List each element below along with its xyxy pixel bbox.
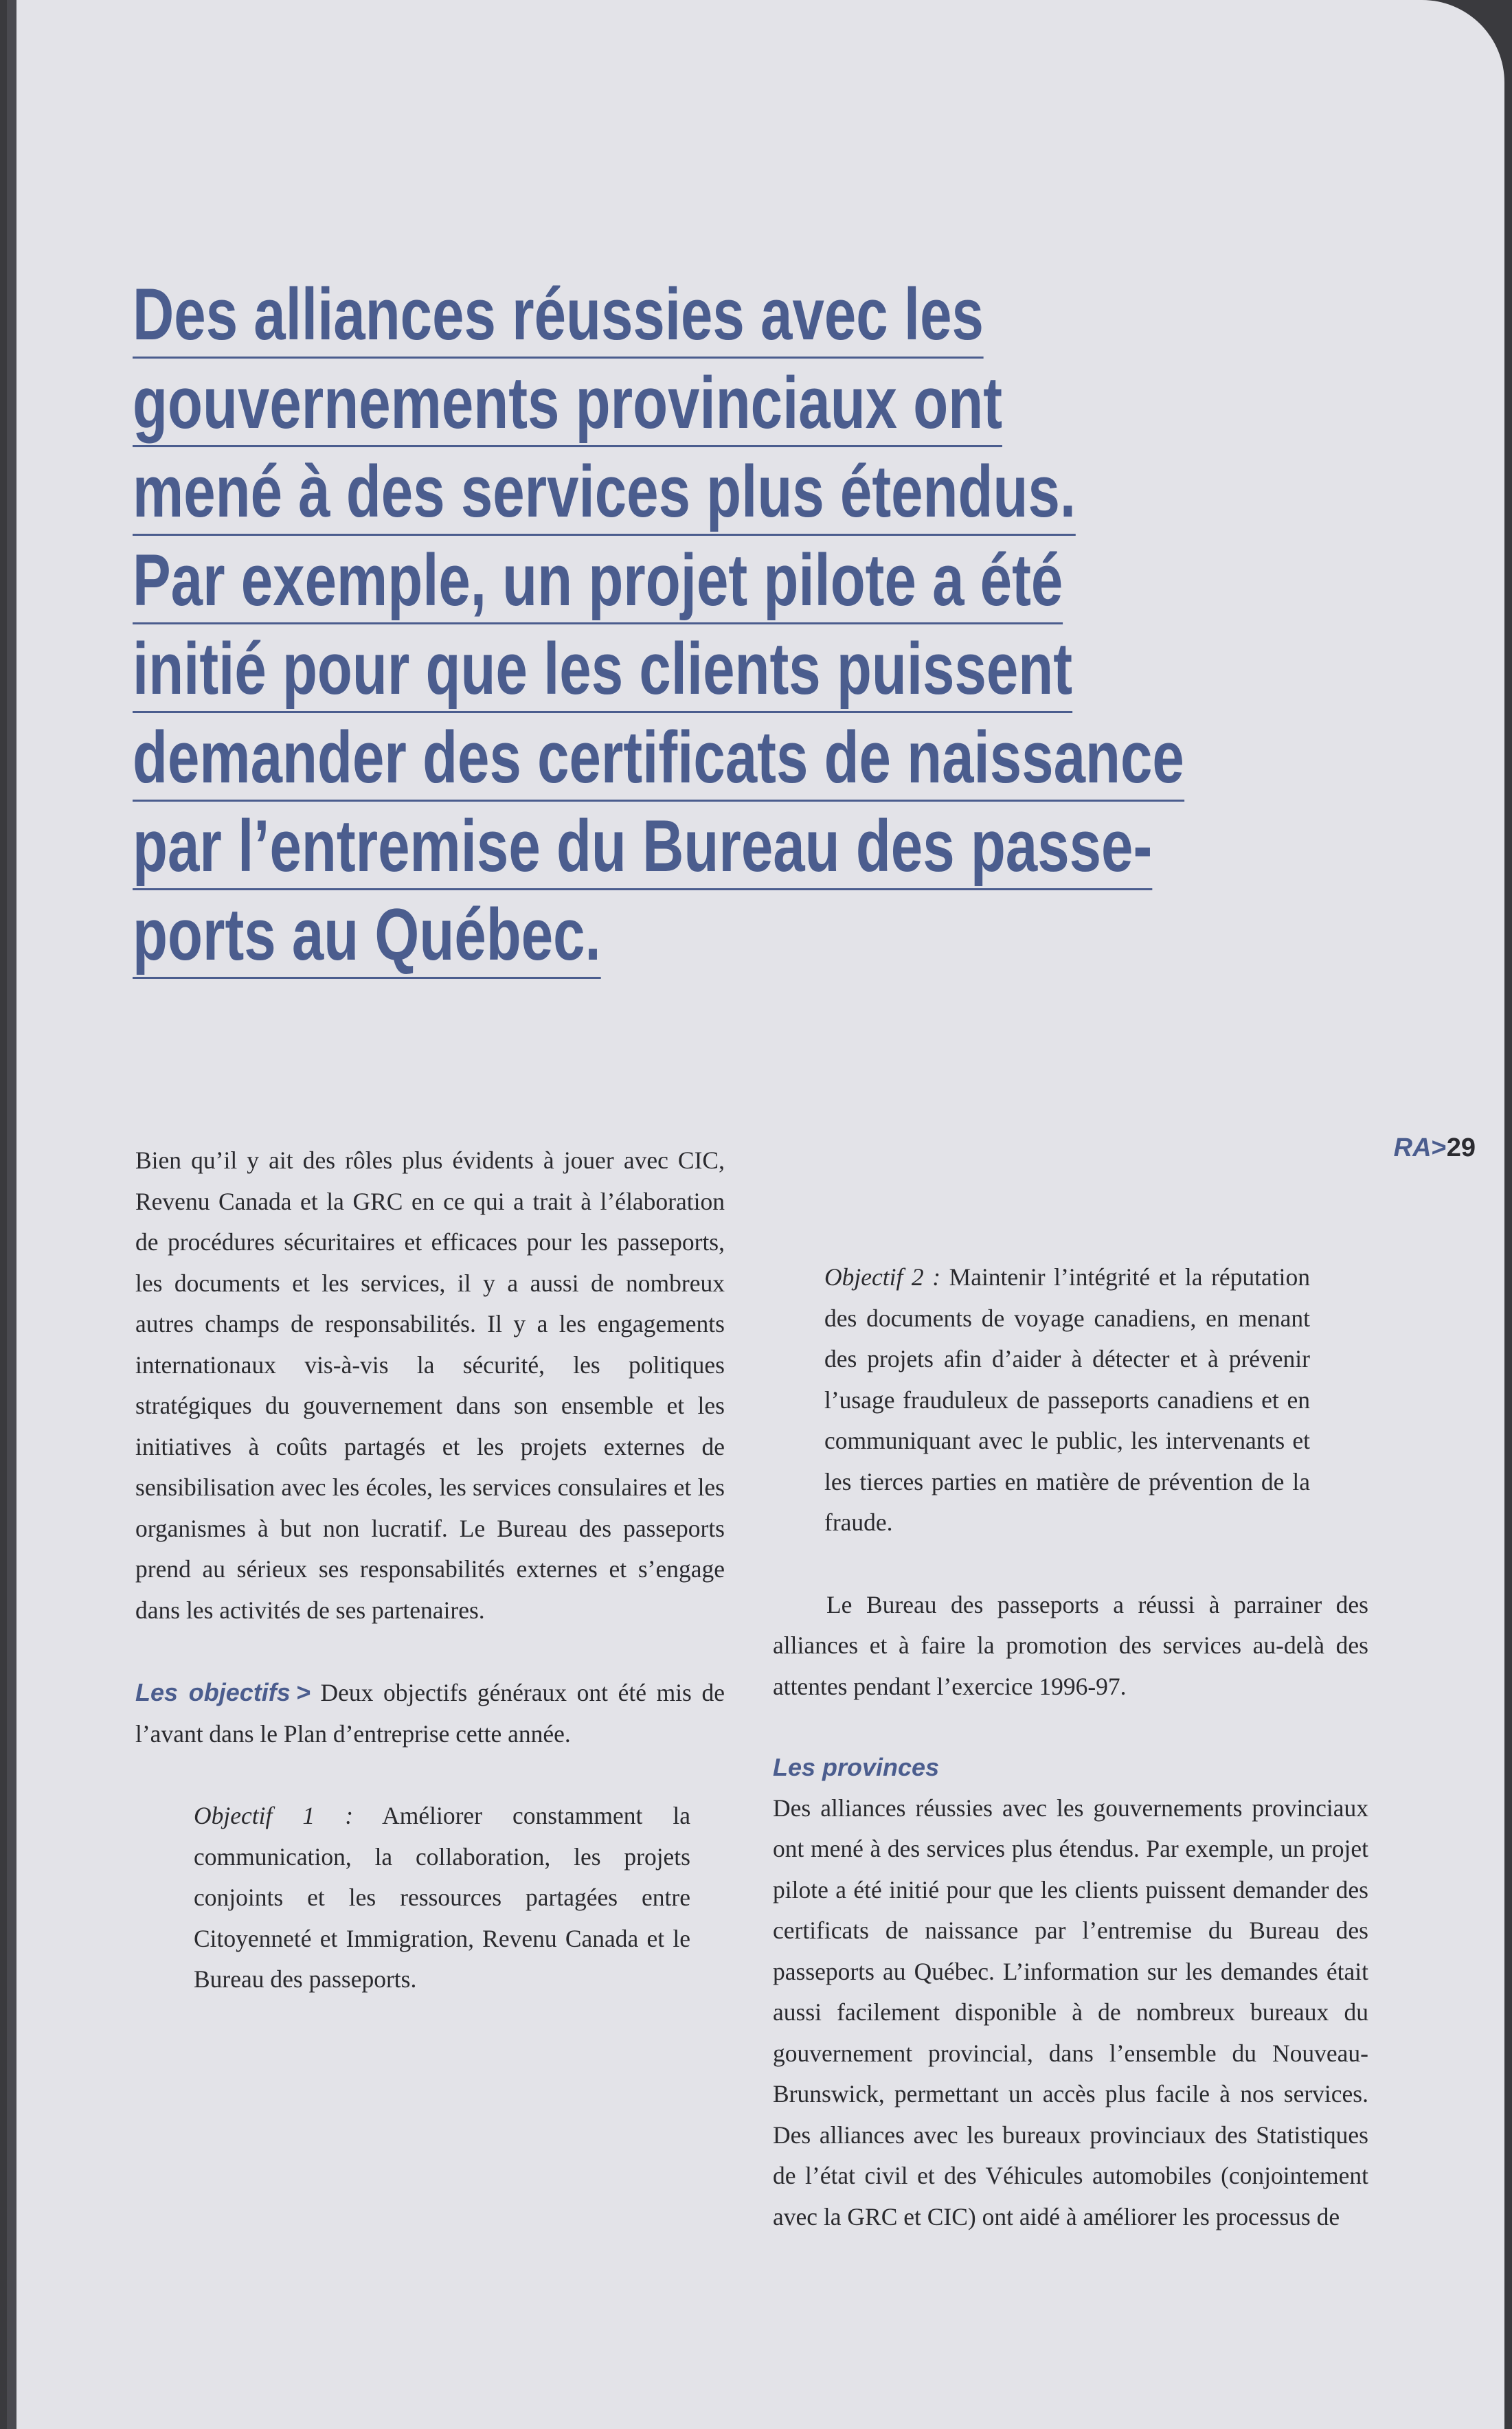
provinces-heading: Les provinces xyxy=(773,1753,940,1781)
pull-quote-line: Par exemple, un projet pilote a été xyxy=(133,536,1124,624)
folio-page-number: 29 xyxy=(1446,1133,1476,1162)
objective-2-text: Maintenir l’intégrité et la réputation des documents de voyage canadiens, en menant des projets afin d’aider à détecter et à prévenir l’usage frauduleux de passeports canadiens et en communiquant avec le public, les intervenants et les tierces parties en matière de prévention de la fraude. xyxy=(824,1263,1310,1536)
folio-separator: > xyxy=(1431,1133,1447,1162)
left-column xyxy=(135,1140,725,2000)
objective-2 xyxy=(773,1257,1368,1544)
page-number xyxy=(1394,1133,1476,1163)
right-column xyxy=(773,1257,1368,2237)
pull-quote-line: mené à des services plus étendus. xyxy=(133,447,1124,536)
pull-quote-line: Des alliances réussies avec les xyxy=(133,270,1124,359)
pull-quote-line: demander des certificats de naissance xyxy=(133,713,1124,802)
provinces-paragraph: Des alliances réussies avec les gouvernements provinciaux ont mené à des services plus étendus. Par exemple, un projet pilote a été initié pour que les clients puissent demander des certificats de naissance par l’entremise du Bureau des passeports au Québec. L’information sur les demandes était aussi facilement disponible à de nombreux bureaux du gouvernement provincial, dans l’ensemble du Nouveau-Brunswick, permettant un accès plus facile à nos services. Des alliances avec les bureaux provinciaux des Statistiques de l’état civil et des Véhicules automobiles (conjointement avec la GRC et CIC) ont aidé à améliorer les processus de xyxy=(773,1794,1368,2230)
folio-prefix: RA xyxy=(1393,1133,1432,1162)
objective-1-label: Objectif 1 : xyxy=(194,1802,354,1829)
objective-1 xyxy=(135,1796,725,2000)
pull-quote-line: initié pour que les clients puissent xyxy=(133,624,1124,713)
pull-quote xyxy=(133,270,1403,979)
objectives-paragraph xyxy=(135,1672,725,1754)
pull-quote-line: ports au Québec. xyxy=(133,890,1124,979)
partnership-paragraph: Le Bureau des passeports a réussi à parrainer des alliances et à faire la promotion des services au-delà des attentes pendant l’exercice 1996-97. xyxy=(773,1590,1368,1700)
objectives-text: Deux objectifs généraux ont été mis de l’avant dans le Plan d’entreprise cette année. xyxy=(135,1679,725,1748)
objectives-heading: Les objectifs xyxy=(135,1678,291,1706)
objective-1-text: Améliorer constamment la communication, la collaboration, les projets conjoints et les ressources partagées entre Citoyenneté et Immigration, Revenu Canada et le Bureau des passeports. xyxy=(194,1802,690,1993)
document-page xyxy=(7,0,1504,2429)
pull-quote-line: gouvernements provinciaux ont xyxy=(133,359,1124,447)
pull-quote-line: par l’entremise du Bureau des passe- xyxy=(133,802,1124,890)
page-edge-shadow xyxy=(7,0,16,2429)
objectives-marker: > xyxy=(295,1678,311,1706)
objective-2-label: Objectif 2 : xyxy=(824,1263,941,1291)
intro-paragraph: Bien qu’il y ait des rôles plus évidents à jouer avec CIC, Revenu Canada et la GRC en ce qui a trait à l’élaboration de procédures sécuritaires et efficaces pour les passeports, les documents et les services, il y a aussi de nombreux autres champs de responsabilités. Il y a les engagements internationaux vis-à-vis la sécurité, les politiques stratégiques du gouvernement dans son ensemble et les initiatives à coûts partagés et les projets externes de sensibilisation avec les écoles, les services consulaires et les organismes à but non lucratif. Le Bureau des passeports prend au sérieux ses responsabilités externes et s’engage dans les activités de ses partenaires. xyxy=(135,1146,725,1624)
